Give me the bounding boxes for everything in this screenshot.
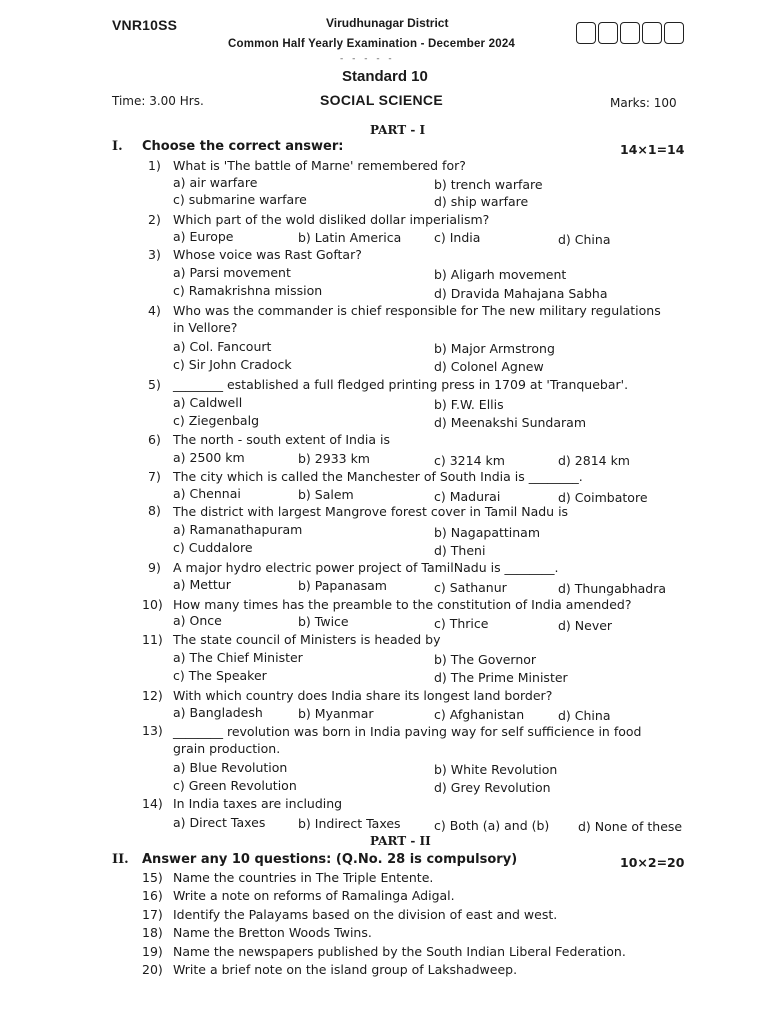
register-box [576,22,596,44]
option: c) Madurai [434,489,501,504]
option: d) Colonel Agnew [434,359,544,374]
question-text: Who was the commander is chief responsible for The new military regulations [173,303,661,318]
option: c) Ramakrishna mission [173,283,323,298]
question-text: Write a note on reforms of Ramalinga Adigal. [173,888,455,903]
question-number: 18) [142,925,163,940]
question-number: 3) [148,247,161,262]
option: b) Twice [298,614,349,629]
question-number: 7) [148,469,161,484]
option: a) Europe [173,229,234,244]
option: c) submarine warfare [173,192,307,207]
time-label: Time: 3.00 Hrs. [112,94,204,108]
question-text: Whose voice was Rast Goftar? [173,247,362,262]
option: d) Thungabhadra [558,581,667,596]
marks-label: Marks: 100 [610,96,677,110]
option: d) Grey Revolution [434,780,551,795]
option: d) The Prime Minister [434,670,568,685]
option: a) 2500 km [173,450,245,465]
option: a) Col. Fancourt [173,339,272,354]
option: a) Direct Taxes [173,815,266,830]
option: d) Theni [434,543,486,558]
option: c) 3214 km [434,453,505,468]
title-dashes: - - - - - [340,54,395,64]
option: a) air warfare [173,175,258,190]
question-text: The city which is called the Manchester of South India is ________. [173,469,583,484]
question-text: The north - south extent of India is [173,432,391,447]
option: d) Never [558,618,613,633]
section-2-marks: 10×2=20 [620,855,685,870]
option: d) China [558,232,611,247]
question-text: Write a brief note on the island group of Lakshadweep. [173,962,518,977]
option: b) Aligarh movement [434,267,567,282]
option: a) Mettur [173,577,231,592]
question-number: 8) [148,503,161,518]
question-text: ________ revolution was born in India paving way for self sufficience in food [173,724,642,739]
option: b) White Revolution [434,762,558,777]
option: c) Cuddalore [173,540,253,555]
option: b) Indirect Taxes [298,816,401,831]
section-2-title: Answer any 10 questions: (Q.No. 28 is compulsory) [142,852,518,867]
question-number: 16) [142,888,163,903]
option: c) Both (a) and (b) [434,818,550,833]
question-number: 5) [148,377,161,392]
question-text: With which country does India share its longest land border? [173,688,553,703]
option: d) Dravida Mahajana Sabha [434,286,608,301]
option: a) Chennai [173,486,241,501]
option: a) Once [173,613,222,628]
section-1-title: Choose the correct answer: [142,139,344,154]
option: b) Salem [298,487,354,502]
option: b) 2933 km [298,451,370,466]
question-text: Identify the Palayams based on the division of east and west. [173,907,558,922]
question-number: 4) [148,303,161,318]
register-number-boxes [576,22,686,44]
option: d) Meenakshi Sundaram [434,415,587,430]
question-text: Which part of the wold disliked dollar imperialism? [173,212,490,227]
question-text: Name the newspapers published by the South Indian Liberal Federation. [173,944,626,959]
question-number: 17) [142,907,163,922]
option: d) Coimbatore [558,490,648,505]
question-number: 20) [142,962,163,977]
option: c) Ziegenbalg [173,413,259,428]
question-text: ________ established a full fledged printing press in 1709 at 'Tranquebar'. [173,377,629,392]
subject-title: SOCIAL SCIENCE [320,92,443,108]
register-box [664,22,684,44]
question-text: What is 'The battle of Marne' remembered for? [173,158,466,173]
option: c) Sir John Cradock [173,357,292,372]
option: d) ship warfare [434,194,529,209]
option: a) Parsi movement [173,265,291,280]
question-number: 6) [148,432,161,447]
option: c) India [434,230,481,245]
question-text: Name the Bretton Woods Twins. [173,925,372,940]
section-2-number: II. [112,852,129,867]
option: a) Blue Revolution [173,760,288,775]
option: b) trench warfare [434,177,543,192]
question-number: 1) [148,158,161,173]
question-text: Name the countries in The Triple Entente. [173,870,434,885]
option: c) Sathanur [434,580,507,595]
section-1-number: I. [112,139,123,154]
question-text: How many times has the preamble to the constitution of India amended? [173,597,632,612]
question-text: in Vellore? [173,320,238,335]
option: d) None of these [578,819,683,834]
register-box [642,22,662,44]
option: d) China [558,708,611,723]
paper-code: VNR10SS [112,17,178,33]
option: a) Ramanathapuram [173,522,303,537]
register-box [598,22,618,44]
question-text: In India taxes are including [173,796,343,811]
question-text: The district with largest Mangrove forest cover in Tamil Nadu is [173,504,569,519]
question-number: 10) [142,597,163,612]
option: b) Nagapattinam [434,525,541,540]
option: c) Green Revolution [173,778,297,793]
standard-label: Standard 10 [342,68,428,85]
district-name: Virudhunagar District [326,16,449,30]
option: a) The Chief Minister [173,650,303,665]
option: b) F.W. Ellis [434,397,504,412]
option: b) Latin America [298,230,402,245]
option: d) 2814 km [558,453,630,468]
question-number: 12) [142,688,163,703]
question-text: The state council of Ministers is headed by [173,632,441,647]
question-number: 19) [142,944,163,959]
question-number: 11) [142,632,163,647]
register-box [620,22,640,44]
option: b) The Governor [434,652,537,667]
exam-title: Common Half Yearly Examination - December 2024 [228,38,516,50]
part-1-title: PART - I [370,123,426,137]
question-text: grain production. [173,741,281,756]
question-number: 2) [148,212,161,227]
question-number: 13) [142,723,163,738]
option: b) Major Armstrong [434,341,555,356]
option: c) Afghanistan [434,707,525,722]
option: a) Caldwell [173,395,243,410]
section-1-marks: 14×1=14 [620,142,685,157]
option: c) Thrice [434,616,489,631]
part-2-title: PART - II [370,834,431,848]
question-text: A major hydro electric power project of TamilNadu is ________. [173,560,559,575]
option: b) Myanmar [298,706,374,721]
option: b) Papanasam [298,578,387,593]
question-number: 14) [142,796,163,811]
option: a) Bangladesh [173,705,263,720]
question-number: 9) [148,560,161,575]
question-number: 15) [142,870,163,885]
option: c) The Speaker [173,668,267,683]
